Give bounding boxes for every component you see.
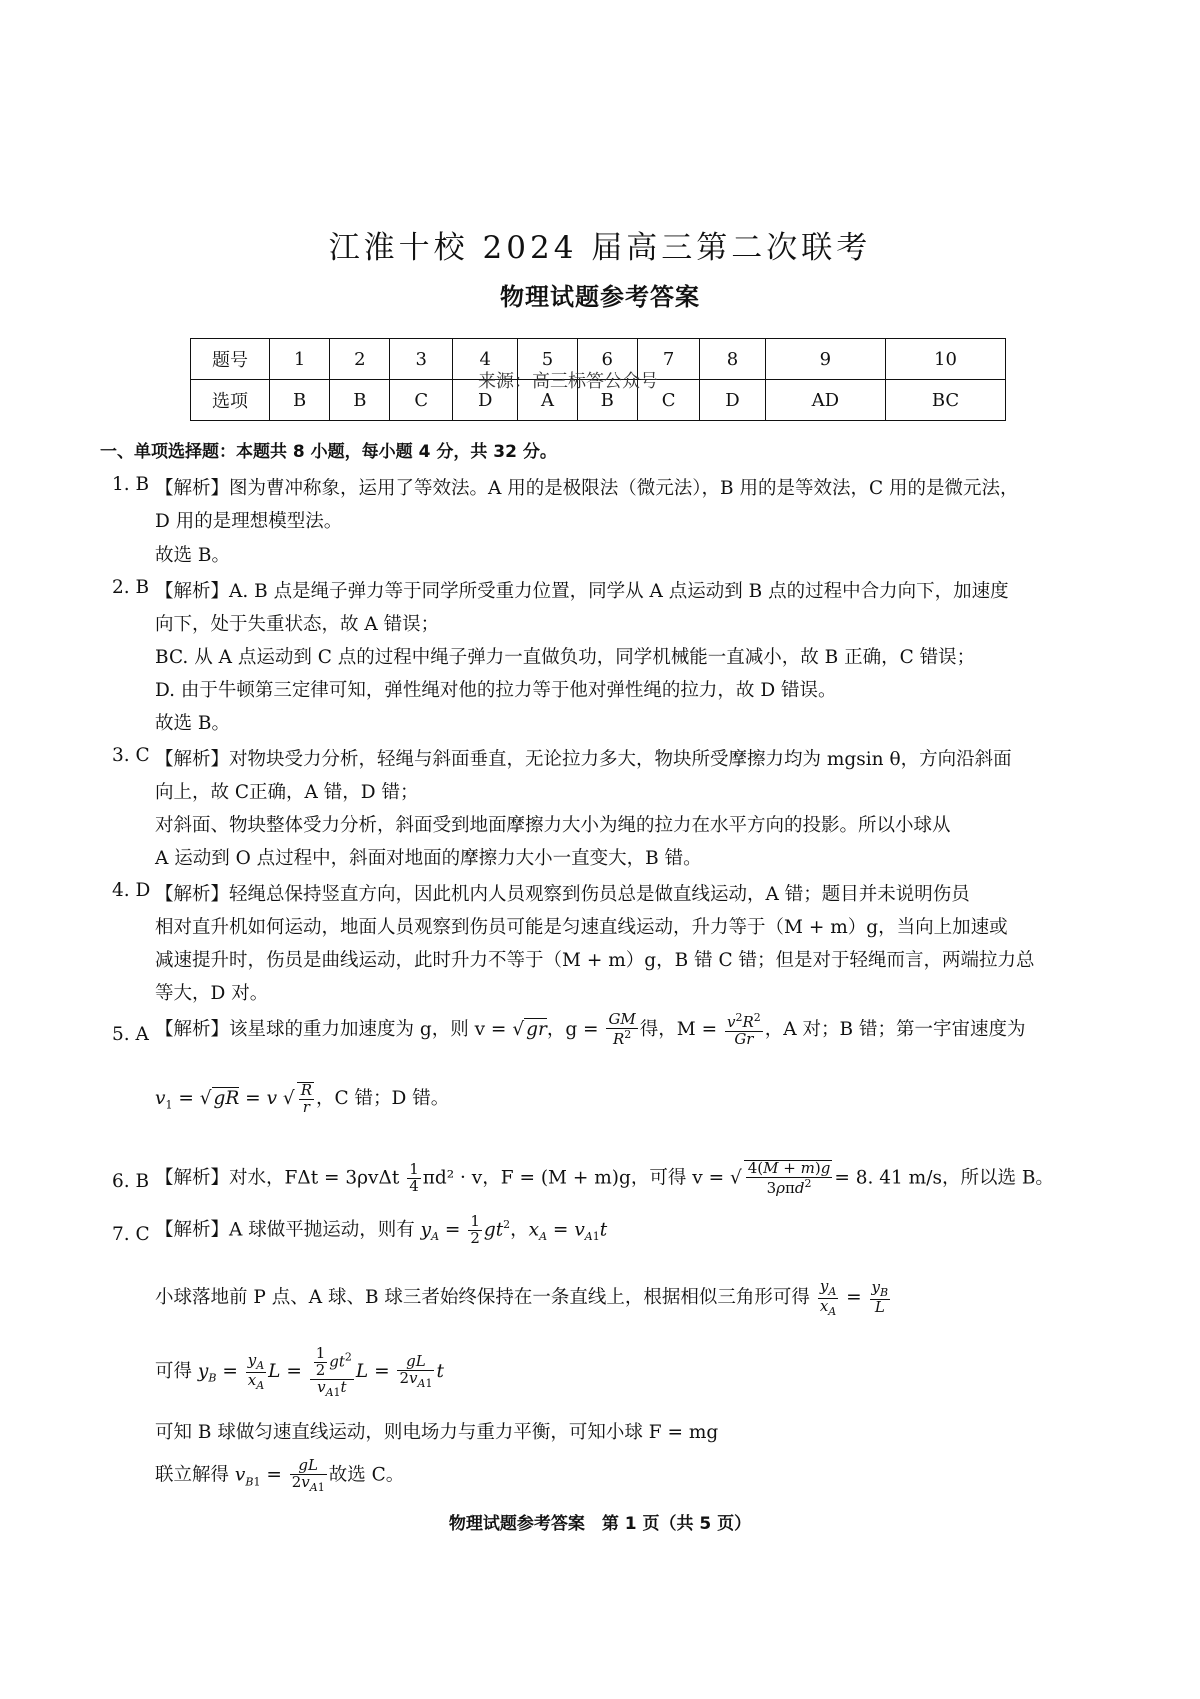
table-cell: 3 (390, 339, 453, 380)
table-cell: 10 (886, 339, 1006, 380)
fraction-r-over-r: $\frac{R}{r}$ (297, 1082, 314, 1116)
fraction-yb-l: $\frac{y_B}{L}$ (871, 1278, 889, 1316)
fraction-gl-2va1: $\frac{gL}{2v_{A1}}$ (291, 1456, 325, 1494)
question-1-line: 故选 B。 (155, 545, 230, 566)
table-cell: B (577, 380, 637, 421)
question-7-line: 可知 B 球做匀速直线运动，则电场力与重力平衡，可知小球 F = mg (155, 1422, 719, 1443)
q7-text: 【解析】A 球做平抛运动，则有 (155, 1219, 415, 1241)
question-2-line: 【解析】A. B 点是绳子弹力等于同学所受重力位置，同学从 A 点运动到 B 点的过程中合力向下，加速度 (155, 581, 1009, 602)
question-4-line: 减速提升时，伤员是曲线运动，此时升力不等于（M + m）g，B 错 C 错；但是对于轻绳而言，两端拉力总 (155, 950, 1035, 971)
question-3-number: 3. C (112, 745, 150, 766)
section-heading: 一、单项选择题：本题共 8 小题，每小题 4 分，共 32 分。 (100, 442, 557, 462)
page-footer: 物理试题参考答案 第 1 页（共 5 页） (448, 1514, 752, 1534)
fraction-ya-xa: $\frac{y_A}{x_A}$ (247, 1350, 265, 1392)
table-cell: 6 (577, 339, 637, 380)
question-5-number: 5. A (112, 1024, 149, 1045)
table-cell: BC (886, 380, 1006, 421)
fraction-ya-xa: $\frac{y_A}{x_A}$ (819, 1277, 837, 1318)
table-cell: 5 (518, 339, 577, 380)
table-cell: 9 (765, 339, 885, 380)
fraction-gm-r2: $\frac{GM}{R^2}$ (608, 1010, 636, 1048)
table-cell: B (270, 380, 330, 421)
question-3-line: 【解析】对物块受力分析，轻绳与斜面垂直，无论拉力多大，物块所受摩擦力均为 mgsin θ，方向沿斜面 (155, 749, 1012, 770)
question-1-line: D 用的是理想模型法。 (155, 511, 343, 532)
fraction-v-formula: $\frac{4(M + m)g}{3\rho\pi d^2}$ (744, 1160, 833, 1197)
question-5-line: $v_1$ = √ gR = v √ $\frac{R}{r}$ ，C 错；D 错。 (155, 1081, 450, 1116)
question-3-line: 向上，故 C正确，A 错，D 错； (155, 782, 419, 803)
question-4-line: 相对直升机如何运动，地面人员观察到伤员可能是匀速直线运动，升力等于（M + m）g，当向上加速或 (155, 917, 1008, 938)
table-cell: 1 (270, 339, 330, 380)
question-7-number: 7. C (112, 1224, 150, 1245)
q7-text: 联立解得 (155, 1464, 230, 1486)
q5-text: ，g = (546, 1018, 599, 1040)
question-3-line: 对斜面、物块整体受力分析，斜面受到地面摩擦力大小为绳的拉力在水平方向的投影。所以小球从 (155, 815, 951, 836)
q6-text: 【解析】对水，FΔt = 3ρvΔt (155, 1167, 400, 1189)
q5-text: 得，M = (639, 1018, 718, 1040)
question-6-number: 6. B (112, 1171, 150, 1192)
table-cell: 7 (637, 339, 700, 380)
q7-text: 小球落地前 P 点、A 球、B 球三者始终保持在一条直线上，根据相似三角形可得 (155, 1287, 810, 1309)
table-cell: D (700, 380, 765, 421)
document-title: 江淮十校 2024 届高三第二次联考 (328, 230, 872, 266)
question-4-line: 等大，D 对。 (155, 983, 269, 1004)
table-cell: AD (765, 380, 885, 421)
fraction-v2r2-gr: $\frac{v^2R^2}{Gr}$ (727, 1011, 761, 1048)
table-cell: 4 (453, 339, 518, 380)
q6-text: = 8. 41 m/s，所以选 B。 (834, 1167, 1054, 1189)
question-4-line: 【解析】轻绳总保持竖直方向，因此机内人员观察到伤员总是做直线运动，A 错；题目并未说明伤员 (155, 884, 970, 905)
question-7-line: 【解析】A 球做平抛运动，则有 $y_A$ = $\frac{1}{2}$ $gt^2$，$x_A = v_{A1}t$ (155, 1212, 608, 1247)
table-cell: C (637, 380, 700, 421)
fraction-compound: $\frac{1}{2}$ $gt^2$ $v_{A1}t$ (310, 1346, 354, 1398)
table-cell: 8 (700, 339, 765, 380)
question-4-number: 4. D (112, 880, 151, 901)
fraction-one-quarter: $\frac{1}{4}$ (409, 1160, 419, 1195)
q5-text: ，A 对；B 错；第一宇宙速度为 (764, 1018, 1026, 1040)
table-header-cell: 题号 (191, 339, 270, 380)
q7-text: 故选 C。 (328, 1464, 405, 1486)
question-5-line: 【解析】该星球的重力加速度为 g，则 v = √ gr，g = $\frac{GM}{R^2}$ 得，M = $\frac{v^2R^2}{Gr}$ ，A 对；B 错；第一宇宙速度为 (155, 1010, 1026, 1048)
table-cell: 2 (330, 339, 390, 380)
table-cell: C (390, 380, 453, 421)
table-header-cell: 选项 (191, 380, 270, 421)
fraction-gl-2va1: $\frac{gL}{2v_{A1}}$ (399, 1352, 433, 1391)
question-3-line: A 运动到 O 点过程中，斜面对地面的摩擦力大小一直变大，B 错。 (155, 848, 702, 869)
question-2-line: BC. 从 A 点运动到 C 点的过程中绳子弹力一直做负功，同学机械能一直减小，故 B 正确，C 错误； (155, 647, 976, 668)
question-6-line: 【解析】对水，FΔt = 3ρvΔt $\frac{1}{4}$ πd² · v，F = (M + m)g，可得 v = √ $\frac{4(M + m)g}{3\rho\pi d^2}$ = 8. 41 m/s，所以选 B。 (155, 1159, 1054, 1197)
q5-text: 【解析】该星球的重力加速度为 g，则 v = (155, 1018, 507, 1040)
table-cell: A (518, 380, 577, 421)
q5-text: ，C 错；D 错。 (315, 1087, 450, 1109)
q6-text: πd² · v，F = (M + m)g，可得 v = (422, 1167, 725, 1189)
question-7-line: 联立解得 $v_{B1}$ = $\frac{gL}{2v_{A1}}$ 故选 C。 (155, 1456, 405, 1494)
question-2-number: 2. B (112, 577, 150, 598)
fraction-half: $\frac{1}{2}$ (470, 1212, 480, 1247)
question-7-line: 小球落地前 P 点、A 球、B 球三者始终保持在一条直线上，根据相似三角形可得 $\frac{y_A}{x_A}$ = $\frac{y_B}{L}$ (155, 1277, 889, 1318)
question-2-line: 故选 B。 (155, 713, 230, 734)
question-1-number: 1. B (112, 474, 150, 495)
document-subtitle: 物理试题参考答案 (500, 283, 700, 311)
watermark: 来源：高三标答公众号 (478, 371, 658, 392)
table-cell: B (330, 380, 390, 421)
sqrt-gr: gr (526, 1018, 547, 1040)
table-cell: D (453, 380, 518, 421)
question-2-line: D. 由于牛顿第三定律可知，弹性绳对他的拉力等于他对弹性绳的拉力，故 D 错误。 (155, 680, 837, 701)
q7-text: 可得 (155, 1361, 193, 1383)
question-2-line: 向下，处于失重状态，故 A 错误； (155, 614, 440, 635)
question-7-line: 可得 $y_B$ = $\frac{y_A}{x_A}$ L = $\frac{1}{2}$ $gt^2$ $v_{A1}t$ L = $\frac{gL}{2v_{A1}}$ t (155, 1344, 444, 1399)
question-1-line: 【解析】图为曹冲称象，运用了等效法。A 用的是极限法（微元法），B 用的是等效法，C 用的是微元法， (155, 478, 1019, 499)
